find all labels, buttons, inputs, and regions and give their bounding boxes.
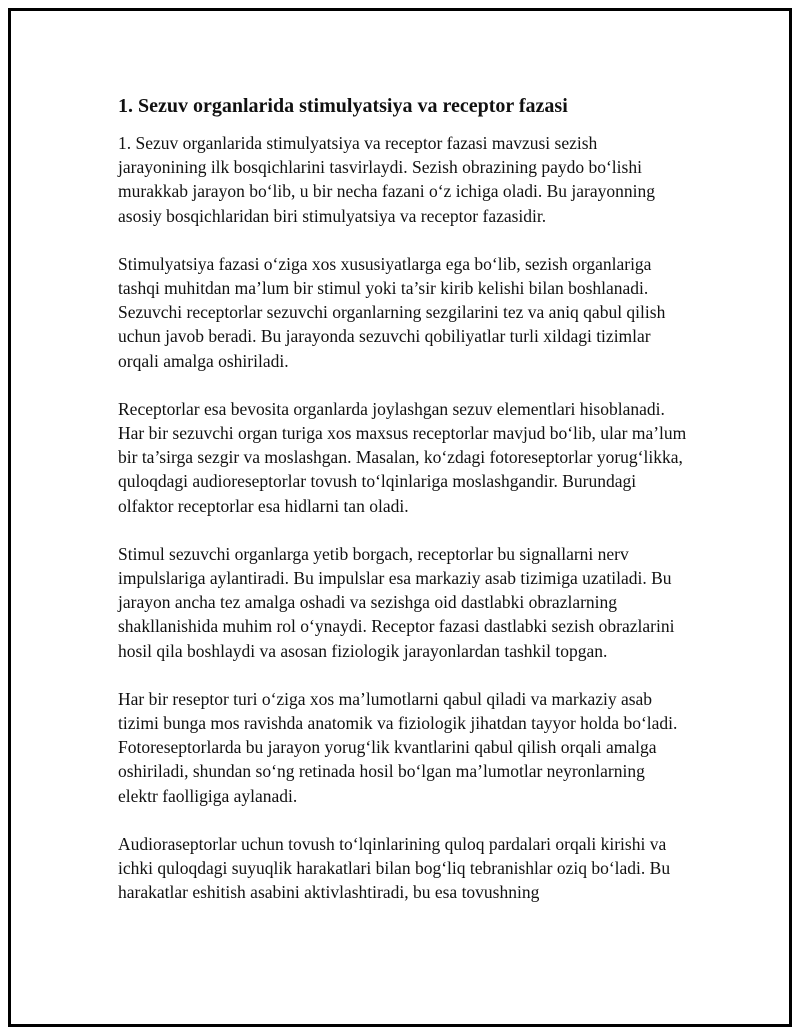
- document-title: 1. Sezuv organlarida stimulyatsiya va receptor fazasi: [118, 95, 568, 117]
- paragraph: Har bir reseptor turi o‘ziga xos ma’lumotlarni qabul qiladi va markaziy asab tizimi bunga mos ravishda anatomik va fiziologik jihatdan tayyor holda bo‘ladi. Fotoreseptorlarda bu jarayon yorug‘lik kvantlarini qabul qilish orqali amalga oshiriladi, shundan so‘ng retinada hosil bo‘lgan ma’lumotlar neyronlarning elektr faolligiga aylanadi.: [118, 688, 678, 806]
- document-body: [118, 92, 688, 928]
- paragraph: Audioraseptorlar uchun tovush to‘lqinlarining quloq pardalari orqali kirishi va ichki quloqdagi suyuqlik harakatlari bilan bog‘liq tebranishlar oziq bo‘ladi. Bu harakatlar eshitish asabini aktivlashtiradi, bu esa tovushning: [118, 833, 671, 903]
- paragraph: Receptorlar esa bevosita organlarda joylashgan sezuv elementlari hisoblanadi. Har bir sezuvchi organ turiga xos maxsus receptorlar mavjud bo‘lib, ular ma’lum bir ta’sirga sezgir va moslashgan. Masalan, ko‘zdagi fotoreseptorlar yorug‘likka, quloqdagi audioreseptorlar tovush to‘lqinlariga moslashgandir. Burundagi olfaktor receptorlar esa hidlarni tan oladi.: [118, 398, 687, 516]
- paragraph: Stimul sezuvchi organlarga yetib borgach, receptorlar bu signallarni nerv impulslariga aylantiradi. Bu impulslar esa markaziy asab tizimiga uzatiladi. Bu jarayon ancha tez amalga oshadi va sezishga oid dastlabki obrazlarning shakllanishida muhim rol o‘ynaydi. Receptor fazasi dastlabki sezish obrazlarini hosil qila boshlaydi va asosan fiziologik jarayonlardan tashkil topgan.: [118, 543, 675, 661]
- paragraph: 1. Sezuv organlarida stimulyatsiya va receptor fazasi mavzusi sezish jarayonining ilk bosqichlarini tasvirlaydi. Sezish obrazining paydo bo‘lishi murakkab jarayon bo‘lib, u bir necha fazani o‘z ichiga oladi. Bu jarayonning asosiy bosqichlaridan biri stimulyatsiya va receptor fazasidir.: [118, 133, 655, 226]
- paragraph: Stimulyatsiya fazasi o‘ziga xos xususiyatlarga ega bo‘lib, sezish organlariga tashqi muhitdan ma’lum bir stimul yoki ta’sir kirib kelishi bilan boshlanadi. Sezuvchi receptorlar sezuvchi organlarning sezgilarini tez va aniq qabul qilish uchun javob beradi. Bu jarayonda sezuvchi qobiliyatlar turli xildagi tizimlar orqali amalga oshiriladi.: [118, 253, 666, 371]
